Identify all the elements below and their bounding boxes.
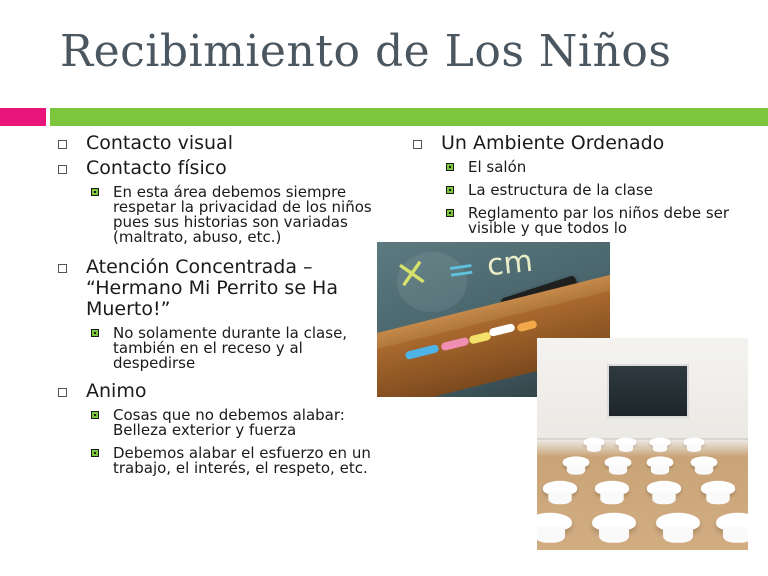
desk-icon [656, 513, 700, 531]
left-column [58, 133, 378, 484]
desk-icon [691, 456, 718, 467]
sub-list-item: El salón [413, 160, 753, 175]
desk-icon [605, 456, 632, 467]
blackboard-icon [607, 364, 689, 418]
list-item: Atención Concentrada – “Hermano Mi Perrito se Ha Muerto!” [58, 257, 378, 320]
right-column [413, 133, 753, 244]
desk-icon [543, 481, 577, 495]
list-item: Contacto físico [58, 158, 378, 179]
accent-bar-green [50, 108, 768, 126]
green-square-bullet-icon [446, 163, 454, 171]
list-item: Contacto visual [58, 133, 378, 154]
square-bullet-icon [58, 388, 67, 397]
sub-list-item: Debemos alabar el esfuerzo en un trabajo, el interés, el respeto, etc. [58, 446, 378, 476]
sub-list-item: Reglamento par los niños debe ser visible y que todos lo [413, 206, 753, 236]
desk-icon [537, 513, 572, 531]
square-bullet-icon [58, 140, 67, 149]
desk-icon [650, 438, 671, 447]
square-bullet-icon [58, 264, 67, 273]
chalk-drawing: cm [485, 243, 535, 284]
sub-list-item: En esta área debemos siempre respetar la privacidad de los niños pues sus historias son variadas (maltrato, abuso, etc.) [58, 185, 378, 245]
green-square-bullet-icon [91, 449, 99, 457]
square-bullet-icon [413, 140, 422, 149]
desk-icon [616, 438, 637, 447]
desk-icon [647, 481, 681, 495]
list-item: Animo [58, 381, 378, 402]
green-square-bullet-icon [91, 411, 99, 419]
desk-icon [584, 438, 605, 447]
desk-icon [716, 513, 748, 531]
desk-icon [701, 481, 735, 495]
list-item: Un Ambiente Ordenado [413, 133, 753, 154]
square-bullet-icon [58, 165, 67, 174]
desk-icon [592, 513, 636, 531]
desk-icon [647, 456, 674, 467]
desk-icon [595, 481, 629, 495]
desk-icon [684, 438, 705, 447]
chalk-drawing: = [444, 248, 479, 292]
green-square-bullet-icon [91, 329, 99, 337]
wall-line [537, 438, 748, 440]
accent-bar-pink [0, 108, 46, 126]
classroom-photo [537, 338, 748, 550]
sub-list-item: Cosas que no debemos alabar: Belleza exterior y fuerza [58, 408, 378, 438]
slide-title: Recibimiento de Los Niños [60, 26, 672, 77]
desk-icon [563, 456, 590, 467]
green-square-bullet-icon [91, 188, 99, 196]
green-square-bullet-icon [446, 186, 454, 194]
sub-list-item: La estructura de la clase [413, 183, 753, 198]
sub-list-item: No solamente durante la clase, también en el receso y al despedirse [58, 326, 378, 371]
green-square-bullet-icon [446, 209, 454, 217]
chalk-drawing: × [391, 247, 433, 299]
